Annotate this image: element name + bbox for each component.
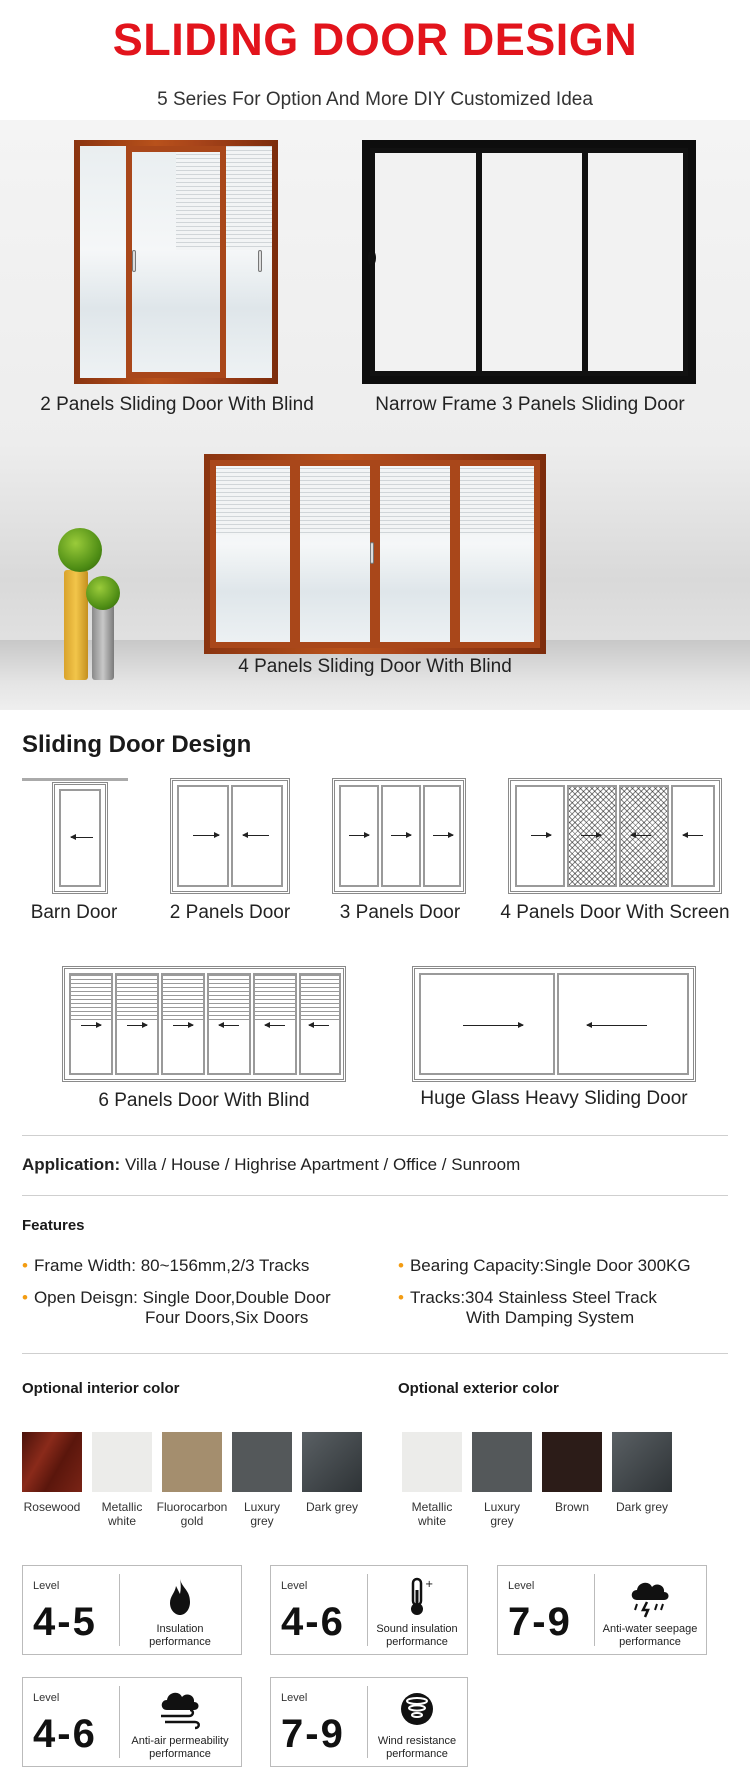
barn-door-label: Barn Door	[30, 902, 118, 923]
level-label: Level	[281, 1580, 308, 1592]
level-label: Level	[281, 1692, 308, 1704]
six-panels-blind-label: 6 Panels Door With Blind	[98, 1090, 310, 1111]
application-value: Villa / House / Highrise Apartment / Office / Sunroom	[124, 1155, 521, 1174]
rain-cloud-icon	[594, 1576, 706, 1618]
interior-swatch-label: Dark grey	[305, 1500, 358, 1514]
four-panels-screen-label: 4 Panels Door With Screen	[500, 902, 730, 923]
feature-open-design: • Open Deisgn: Single Door,Double Door Four Doors,Six Doors	[22, 1288, 331, 1327]
interior-swatch[interactable]	[22, 1432, 82, 1492]
level-value: 4-6	[281, 1600, 345, 1644]
four-panels-screen-diagram	[508, 778, 722, 894]
two-panel-door-image	[74, 140, 278, 384]
level-value: 4-5	[33, 1600, 97, 1644]
interior-swatch-label: Luxury grey	[243, 1500, 281, 1528]
exterior-swatch-label: Luxury grey	[483, 1500, 521, 1528]
caption-three-panel: Narrow Frame 3 Panels Sliding Door	[375, 394, 685, 415]
huge-glass-diagram	[412, 966, 696, 1082]
caption-two-panel: 2 Panels Sliding Door With Blind	[40, 394, 314, 415]
caption-four-panel: 4 Panels Sliding Door With Blind	[238, 656, 512, 677]
interior-swatch-label: Fluorocarbon gold	[156, 1500, 228, 1528]
application-line	[22, 1155, 520, 1175]
two-panels-diagram	[170, 778, 290, 894]
performance-card	[497, 1565, 707, 1655]
application-label: Application:	[22, 1155, 121, 1174]
exterior-swatch[interactable]	[612, 1432, 672, 1492]
performance-card	[270, 1677, 468, 1767]
level-label: Level	[508, 1580, 535, 1592]
page-title: SLIDING DOOR DESIGN	[112, 14, 638, 65]
performance-description: Sound insulation performance	[376, 1623, 458, 1648]
performance-description: Anti-air permeability performance	[131, 1735, 229, 1760]
performance-description: Anti-water seepage performance	[602, 1623, 698, 1648]
performance-card	[22, 1677, 242, 1767]
flame-icon	[119, 1576, 241, 1618]
exterior-swatch-label: Metallic white	[411, 1500, 453, 1528]
four-panel-door-image	[204, 454, 546, 654]
huge-glass-label: Huge Glass Heavy Sliding Door	[420, 1088, 688, 1109]
performance-card	[270, 1565, 468, 1655]
three-panels-diagram	[332, 778, 466, 894]
interior-swatch[interactable]	[302, 1432, 362, 1492]
performance-description: Wind resistance performance	[377, 1735, 457, 1760]
three-panels-label: 3 Panels Door	[339, 902, 461, 923]
divider	[22, 1195, 728, 1196]
exterior-color-title: Optional exterior color	[398, 1380, 559, 1397]
bullet-icon: •	[22, 1288, 28, 1307]
tornado-icon	[367, 1688, 467, 1730]
divider	[22, 1135, 728, 1136]
feature-tracks: • Tracks:304 Stainless Steel Track With Damping System	[398, 1288, 657, 1327]
design-section-title: Sliding Door Design	[22, 731, 252, 758]
decorative-plant	[56, 528, 126, 688]
interior-swatch[interactable]	[232, 1432, 292, 1492]
exterior-swatch[interactable]	[542, 1432, 602, 1492]
page-subtitle: 5 Series For Option And More DIY Customized Idea	[157, 89, 593, 110]
exterior-swatch[interactable]	[402, 1432, 462, 1492]
interior-color-title: Optional interior color	[22, 1380, 180, 1397]
divider	[22, 1353, 728, 1354]
svg-text:+: +	[425, 1579, 434, 1590]
level-label: Level	[33, 1692, 60, 1704]
interior-swatch-label: Rosewood	[23, 1500, 81, 1514]
interior-swatch[interactable]	[92, 1432, 152, 1492]
wind-cloud-icon	[119, 1688, 241, 1730]
interior-swatch-label: Metallic white	[101, 1500, 143, 1528]
feature-frame-width: • Frame Width: 80~156mm,2/3 Tracks	[22, 1256, 310, 1275]
interior-swatch[interactable]	[162, 1432, 222, 1492]
three-panel-door-image	[362, 140, 696, 384]
level-value: 7-9	[281, 1712, 345, 1756]
performance-card	[22, 1565, 242, 1655]
exterior-swatch-label: Dark grey	[615, 1500, 668, 1514]
level-value: 7-9	[508, 1600, 572, 1644]
feature-bearing-capacity: • Bearing Capacity:Single Door 300KG	[398, 1256, 691, 1275]
level-label: Level	[33, 1580, 60, 1592]
exterior-swatch[interactable]	[472, 1432, 532, 1492]
performance-description: Insulation performance	[149, 1623, 211, 1648]
two-panels-label: 2 Panels Door	[169, 902, 291, 923]
six-panels-blind-diagram	[62, 966, 346, 1082]
bullet-icon: •	[22, 1256, 28, 1275]
features-title: Features	[22, 1217, 85, 1234]
level-value: 4-6	[33, 1712, 97, 1756]
bullet-icon: •	[398, 1256, 404, 1275]
bullet-icon: •	[398, 1288, 404, 1307]
exterior-swatch-label: Brown	[554, 1500, 589, 1514]
hero-showcase	[0, 120, 750, 710]
thermometer-icon	[367, 1576, 467, 1618]
